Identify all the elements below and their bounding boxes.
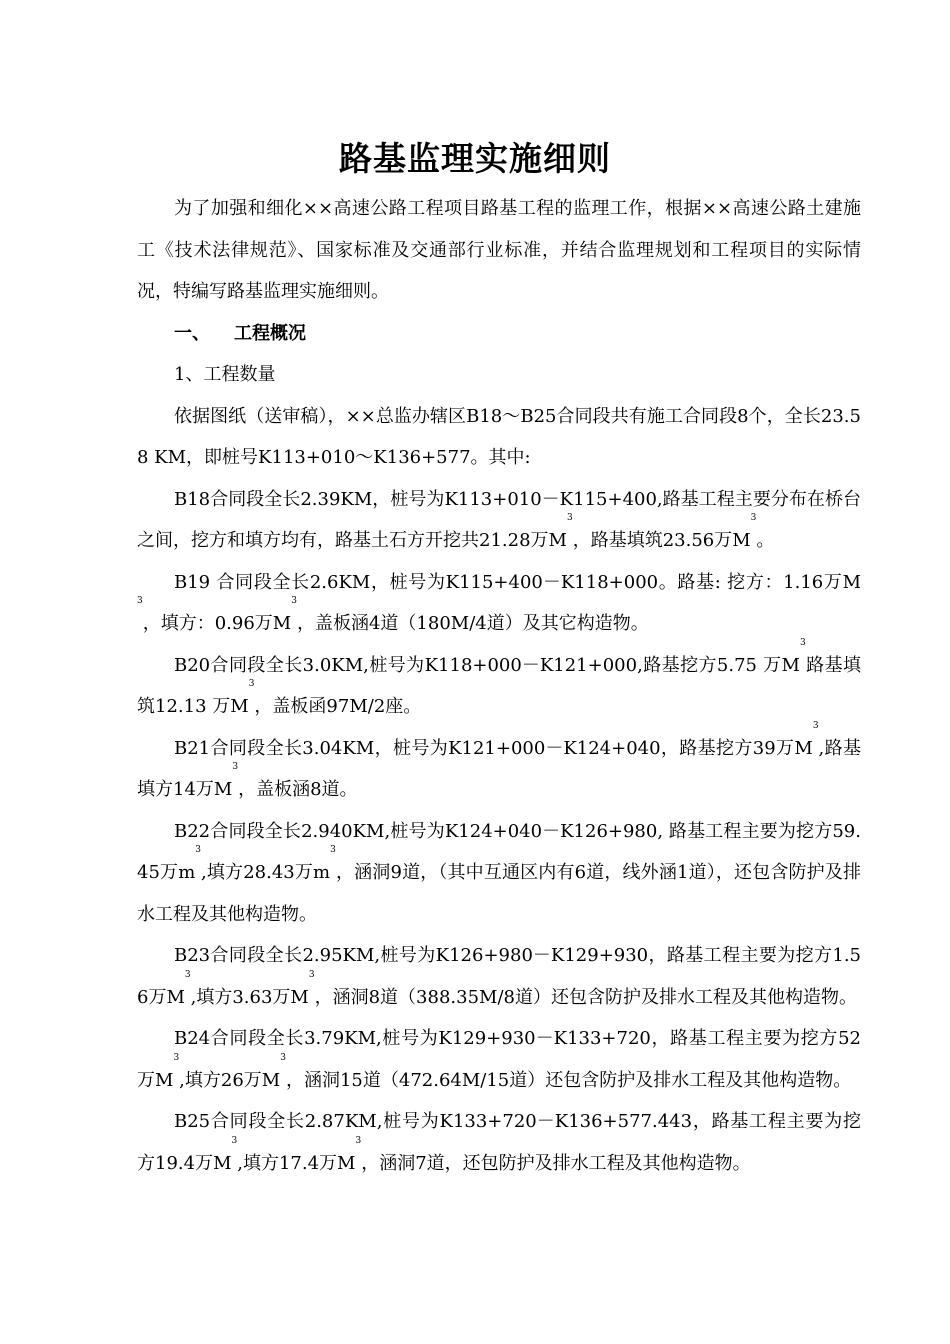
superscript: 3: [330, 845, 336, 855]
segment-text: B21合同段全长3.04KM，桩号为K121+000－K124+040，路基挖方39万M: [174, 737, 813, 759]
segment-text: ，盖板涵8道。: [238, 779, 358, 800]
segment-text: B18合同段全长2.39KM，桩号为K113+010－K115+400,路基工程主要分布在桥台之间，挖方和填方均有，路基土石方开挖共21.28万M: [137, 488, 861, 551]
segment-paragraph-b24: [137, 1018, 861, 1101]
superscript: 3: [355, 1135, 362, 1146]
superscript: 3: [812, 720, 819, 731]
segment-paragraph-b20: [137, 637, 862, 728]
superscript: 3: [291, 596, 297, 606]
superscript: 3: [750, 513, 757, 523]
segment-text: ，涵洞9道，（其中互通区内有6道，线外涵1道），还包含防护及排水工程及其他构造物。: [137, 862, 861, 925]
section-title: 工程概况: [234, 322, 306, 344]
segment-text: ,填方17.4万M: [237, 1152, 356, 1174]
segment-text: ，涵洞15道（472.64M/15道）还包含防护及排水工程及其他构造物。: [285, 1069, 852, 1091]
segment-paragraph-b18: [137, 479, 861, 562]
segment-text: B24合同段全长3.79KM,桩号为K129+930－K133+720，路基工程主要为挖方52万M: [137, 1028, 861, 1091]
section-heading: [137, 313, 861, 355]
subsection-heading: 1、工程数量: [174, 364, 276, 385]
segment-text: B19 合同段全长2.6KM，桩号为K115+400－K118+000。路基: 挖方：1.16万M: [174, 571, 861, 593]
segment-text: ，盖板函97M/2座。: [254, 696, 422, 717]
segment-text: B20合同段全长3.0KM,桩号为K118+000－K121+000,路基挖方5.75 万M: [174, 654, 800, 676]
segment-text: B25合同段全长2.87KM,桩号为K133+720－K136+577.443，路基工程主要为挖方19.4万M: [137, 1111, 861, 1174]
segment-paragraph-b22: [137, 811, 861, 936]
segment-text: ,路基填方14万M: [137, 737, 861, 800]
segment-text: 。: [756, 530, 775, 551]
document-body: [137, 188, 861, 1184]
segment-text: ，填方：0.96万M: [142, 613, 292, 634]
superscript: 3: [308, 969, 315, 980]
segment-text: ,填方28.43万m: [201, 862, 331, 883]
segment-paragraph-b21: [137, 720, 861, 811]
superscript: 3: [566, 513, 573, 523]
superscript: 3: [800, 637, 806, 648]
segment-text: 路基填筑12.13 万M: [137, 654, 862, 717]
segment-text: ，盖板涵4道（180M/4道）及其它构造物。: [296, 613, 649, 634]
segment-text: ，路基填筑23.56万M: [572, 530, 751, 551]
superscript: 3: [232, 762, 239, 772]
segment-text: ，涵洞8道（388.35M/8道）还包含防护及排水工程及其他构造物。: [314, 986, 857, 1008]
segment-text: B22合同段全长2.940KM,桩号为K124+040－K126+980, 路基工程主要为挖方59.45万m: [137, 820, 861, 883]
superscript: 3: [280, 1052, 286, 1063]
superscript: 3: [137, 596, 143, 606]
superscript: 3: [248, 679, 255, 689]
intro-paragraph: 为了加强和细化××高速公路工程项目路基工程的监理工作，根据××高速公路土建施工《技术法律规范》、国家标准及交通部行业标准，并结合监理规划和工程项目的实际情况，特编写路基监理实施细则。: [137, 198, 861, 302]
document-title: 路基监理实施细则: [339, 139, 611, 178]
segment-paragraph-b19: [137, 562, 861, 645]
segment-text: ,填方26万M: [179, 1069, 281, 1091]
superscript: 3: [195, 845, 202, 855]
superscript: 3: [173, 1052, 180, 1063]
segment-text: ,填方3.63万M: [190, 986, 309, 1008]
section-number: 一、: [174, 322, 210, 344]
superscript: 3: [184, 969, 191, 980]
segment-paragraph-b23: [137, 935, 861, 1018]
overview-paragraph: 依据图纸（送审稿），××总监办辖区B18～B25合同段共有施工合同段8个，全长23.58 KM，即桩号K113+010～K136+577。其中:: [137, 405, 861, 468]
segment-paragraph-b25: [137, 1101, 861, 1184]
segment-text: B23合同段全长2.95KM,桩号为K126+980－K129+930，路基工程主要为挖方1.56万M: [137, 945, 861, 1008]
superscript: 3: [231, 1135, 238, 1146]
segment-text: ，涵洞7道，还包防护及排水工程及其他构造物。: [361, 1152, 751, 1174]
